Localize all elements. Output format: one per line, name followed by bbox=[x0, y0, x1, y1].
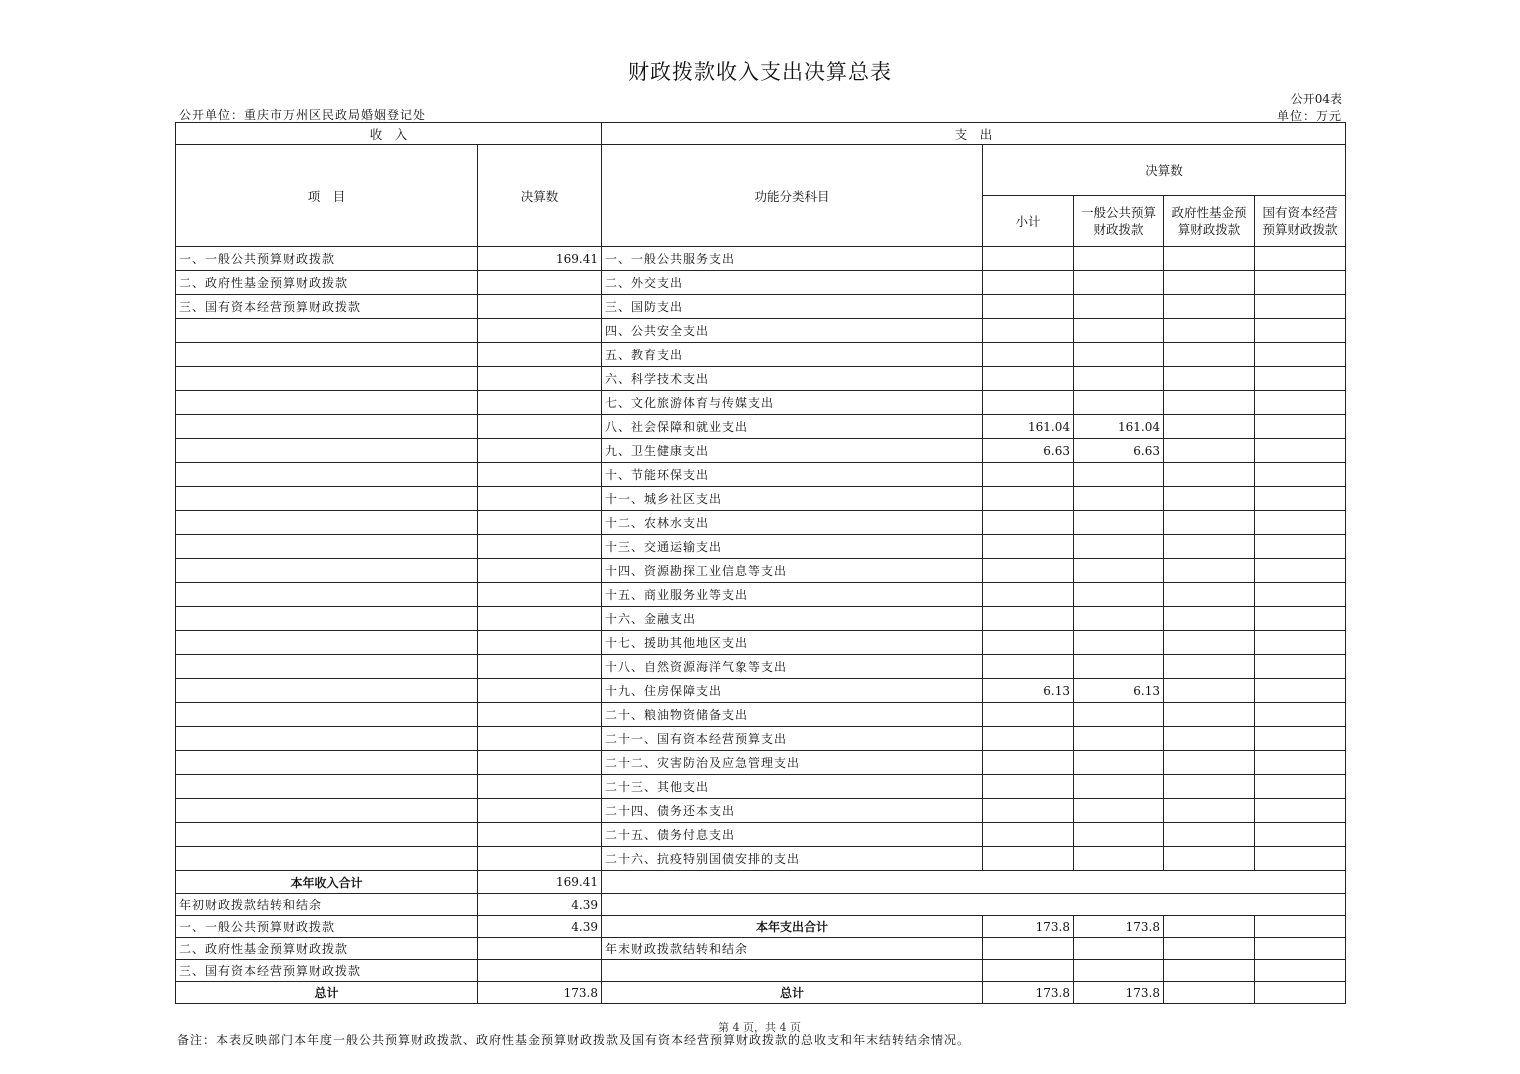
empty-cell bbox=[602, 871, 1346, 894]
empty-cell bbox=[1255, 960, 1346, 982]
expense-general-budget bbox=[1074, 463, 1164, 487]
expense-state-capital bbox=[1255, 247, 1346, 271]
gov-fund-header: 政府性基金预算财政拨款 bbox=[1164, 196, 1255, 247]
income-item bbox=[176, 535, 478, 559]
income-item bbox=[176, 487, 478, 511]
expense-state-capital bbox=[1255, 679, 1346, 703]
begin-state-capital-label: 三、国有资本经营预算财政拨款 bbox=[176, 960, 478, 982]
empty-cell bbox=[478, 938, 602, 960]
table-row bbox=[176, 751, 1346, 775]
expense-item: 二十一、国有资本经营预算支出 bbox=[602, 727, 983, 751]
expense-item: 八、社会保障和就业支出 bbox=[602, 415, 983, 439]
income-amount bbox=[478, 271, 602, 295]
expense-general-budget bbox=[1074, 727, 1164, 751]
expense-general-budget bbox=[1074, 751, 1164, 775]
table-row bbox=[176, 319, 1346, 343]
expense-state-capital bbox=[1255, 727, 1346, 751]
expense-subtotal bbox=[983, 799, 1074, 823]
expense-general-budget bbox=[1074, 847, 1164, 871]
expense-gov-fund bbox=[1164, 559, 1255, 583]
income-amount bbox=[478, 775, 602, 799]
expense-state-capital bbox=[1255, 799, 1346, 823]
expense-state-capital bbox=[1255, 631, 1346, 655]
expense-state-capital bbox=[1255, 271, 1346, 295]
expense-general-budget bbox=[1074, 823, 1164, 847]
income-amount bbox=[478, 415, 602, 439]
begin-general-row bbox=[176, 916, 1346, 938]
expense-state-capital bbox=[1255, 319, 1346, 343]
table-row bbox=[176, 415, 1346, 439]
expense-gov-fund bbox=[1164, 367, 1255, 391]
expense-item: 十四、资源勘探工业信息等支出 bbox=[602, 559, 983, 583]
begin-gov-fund-row bbox=[176, 938, 1346, 960]
expense-state-capital bbox=[1255, 775, 1346, 799]
expense-general-budget bbox=[1074, 607, 1164, 631]
income-amount bbox=[478, 487, 602, 511]
year-expense-general: 173.8 bbox=[1074, 916, 1164, 938]
expense-general-budget bbox=[1074, 367, 1164, 391]
expense-subtotal bbox=[983, 559, 1074, 583]
table-row bbox=[176, 775, 1346, 799]
expense-state-capital bbox=[1255, 847, 1346, 871]
expense-state-capital bbox=[1255, 463, 1346, 487]
table-row bbox=[176, 847, 1346, 871]
expense-general-budget: 6.63 bbox=[1074, 439, 1164, 463]
expense-subtotal bbox=[983, 631, 1074, 655]
income-item bbox=[176, 655, 478, 679]
table-row bbox=[176, 271, 1346, 295]
expense-subtotal bbox=[983, 847, 1074, 871]
expense-gov-fund bbox=[1164, 535, 1255, 559]
reporting-unit: 公开单位：重庆市万州区民政局婚姻登记处 bbox=[179, 108, 427, 122]
expense-header: 支 出 bbox=[602, 123, 1346, 145]
expense-item: 十九、住房保障支出 bbox=[602, 679, 983, 703]
expense-general-budget bbox=[1074, 535, 1164, 559]
expense-grand-general: 173.8 bbox=[1074, 982, 1164, 1004]
table-row bbox=[176, 295, 1346, 319]
income-item bbox=[176, 631, 478, 655]
expense-gov-fund bbox=[1164, 655, 1255, 679]
begin-general-value: 4.39 bbox=[478, 916, 602, 938]
expense-gov-fund bbox=[1164, 343, 1255, 367]
empty-cell bbox=[1255, 938, 1346, 960]
table-row bbox=[176, 559, 1346, 583]
expense-general-budget bbox=[1074, 511, 1164, 535]
income-amount bbox=[478, 703, 602, 727]
table-row bbox=[176, 535, 1346, 559]
expense-general-budget bbox=[1074, 559, 1164, 583]
year-income-total-value: 169.41 bbox=[478, 871, 602, 894]
year-income-total-label: 本年收入合计 bbox=[176, 871, 478, 894]
expense-gov-fund bbox=[1164, 247, 1255, 271]
income-amount bbox=[478, 367, 602, 391]
income-amount bbox=[478, 535, 602, 559]
expense-gov-fund bbox=[1164, 439, 1255, 463]
income-item: 一、一般公共预算财政拨款 bbox=[176, 247, 478, 271]
income-amount bbox=[478, 751, 602, 775]
expense-general-budget bbox=[1074, 583, 1164, 607]
expense-item: 九、卫生健康支出 bbox=[602, 439, 983, 463]
expense-item: 二、外交支出 bbox=[602, 271, 983, 295]
expense-subtotal bbox=[983, 295, 1074, 319]
income-item: 三、国有资本经营预算财政拨款 bbox=[176, 295, 478, 319]
income-item bbox=[176, 727, 478, 751]
expense-gov-fund bbox=[1164, 463, 1255, 487]
table-row bbox=[176, 463, 1346, 487]
expense-item: 十六、金融支出 bbox=[602, 607, 983, 631]
subtotal-header: 小计 bbox=[983, 196, 1074, 247]
income-item bbox=[176, 559, 478, 583]
begin-gov-fund-label: 二、政府性基金预算财政拨款 bbox=[176, 938, 478, 960]
expense-subtotal bbox=[983, 343, 1074, 367]
table-row bbox=[176, 439, 1346, 463]
page-title: 财政拨款收入支出决算总表 bbox=[628, 60, 892, 84]
table-row bbox=[176, 511, 1346, 535]
table-row bbox=[176, 607, 1346, 631]
begin-balance-label: 年初财政拨款结转和结余 bbox=[176, 894, 478, 916]
expense-general-budget bbox=[1074, 631, 1164, 655]
expense-item: 十五、商业服务业等支出 bbox=[602, 583, 983, 607]
expense-general-budget bbox=[1074, 799, 1164, 823]
income-amount bbox=[478, 847, 602, 871]
expense-state-capital bbox=[1255, 535, 1346, 559]
year-expense-total-label: 本年支出合计 bbox=[602, 916, 983, 938]
fiscal-summary-table bbox=[175, 122, 1346, 1004]
expense-state-capital bbox=[1255, 823, 1346, 847]
expense-gov-fund bbox=[1164, 487, 1255, 511]
expense-state-capital bbox=[1255, 583, 1346, 607]
final-amount-header: 决算数 bbox=[478, 145, 602, 247]
begin-state-capital-row bbox=[176, 960, 1346, 982]
expense-item: 五、教育支出 bbox=[602, 343, 983, 367]
income-item bbox=[176, 415, 478, 439]
empty-cell bbox=[1164, 916, 1255, 938]
expense-subtotal bbox=[983, 727, 1074, 751]
income-item bbox=[176, 799, 478, 823]
expense-gov-fund bbox=[1164, 823, 1255, 847]
table-row bbox=[176, 823, 1346, 847]
table-row bbox=[176, 487, 1346, 511]
income-item bbox=[176, 463, 478, 487]
final-amount-group-header: 决算数 bbox=[983, 145, 1346, 196]
expense-state-capital bbox=[1255, 415, 1346, 439]
currency-unit: 单位：万元 bbox=[1276, 109, 1342, 123]
expense-general-budget bbox=[1074, 247, 1164, 271]
expense-item: 六、科学技术支出 bbox=[602, 367, 983, 391]
form-number: 公开04表 bbox=[1290, 92, 1342, 106]
end-balance-label: 年末财政拨款结转和结余 bbox=[602, 938, 983, 960]
item-header: 项 目 bbox=[176, 145, 478, 247]
expense-item: 十八、自然资源海洋气象等支出 bbox=[602, 655, 983, 679]
expense-gov-fund bbox=[1164, 751, 1255, 775]
expense-general-budget bbox=[1074, 319, 1164, 343]
expense-item: 十七、援助其他地区支出 bbox=[602, 631, 983, 655]
income-amount bbox=[478, 559, 602, 583]
begin-general-label: 一、一般公共预算财政拨款 bbox=[176, 916, 478, 938]
table-row bbox=[176, 583, 1346, 607]
expense-item: 二十六、抗疫特别国债安排的支出 bbox=[602, 847, 983, 871]
expense-state-capital bbox=[1255, 655, 1346, 679]
expense-gov-fund bbox=[1164, 607, 1255, 631]
expense-item: 二十二、灾害防治及应急管理支出 bbox=[602, 751, 983, 775]
income-item bbox=[176, 391, 478, 415]
expense-subtotal: 6.13 bbox=[983, 679, 1074, 703]
expense-subtotal bbox=[983, 583, 1074, 607]
income-item bbox=[176, 751, 478, 775]
income-amount bbox=[478, 823, 602, 847]
expense-state-capital bbox=[1255, 751, 1346, 775]
expense-item: 二十、粮油物资储备支出 bbox=[602, 703, 983, 727]
expense-general-budget bbox=[1074, 295, 1164, 319]
expense-general-budget: 6.13 bbox=[1074, 679, 1164, 703]
table-row bbox=[176, 703, 1346, 727]
income-item bbox=[176, 319, 478, 343]
income-amount bbox=[478, 655, 602, 679]
table-row bbox=[176, 679, 1346, 703]
general-budget-header: 一般公共预算财政拨款 bbox=[1074, 196, 1164, 247]
expense-gov-fund bbox=[1164, 319, 1255, 343]
expense-subtotal bbox=[983, 367, 1074, 391]
empty-cell bbox=[1074, 960, 1164, 982]
expense-general-budget bbox=[1074, 487, 1164, 511]
expense-gov-fund bbox=[1164, 775, 1255, 799]
empty-cell bbox=[983, 960, 1074, 982]
income-item bbox=[176, 367, 478, 391]
expense-state-capital bbox=[1255, 703, 1346, 727]
income-amount bbox=[478, 391, 602, 415]
empty-cell bbox=[602, 894, 1346, 916]
page-number: 第 4 页，共 4 页 bbox=[718, 1021, 801, 1034]
expense-state-capital bbox=[1255, 487, 1346, 511]
expense-gov-fund bbox=[1164, 415, 1255, 439]
income-amount bbox=[478, 343, 602, 367]
expense-subtotal bbox=[983, 607, 1074, 631]
expense-item: 四、公共安全支出 bbox=[602, 319, 983, 343]
empty-cell bbox=[602, 960, 983, 982]
expense-subtotal bbox=[983, 463, 1074, 487]
income-item bbox=[176, 847, 478, 871]
income-amount bbox=[478, 295, 602, 319]
expense-item: 二十三、其他支出 bbox=[602, 775, 983, 799]
empty-cell bbox=[1164, 960, 1255, 982]
income-item: 二、政府性基金预算财政拨款 bbox=[176, 271, 478, 295]
income-item bbox=[176, 343, 478, 367]
empty-cell bbox=[1074, 938, 1164, 960]
expense-gov-fund bbox=[1164, 847, 1255, 871]
grand-total-row bbox=[176, 982, 1346, 1004]
expense-gov-fund bbox=[1164, 583, 1255, 607]
income-amount bbox=[478, 631, 602, 655]
expense-state-capital bbox=[1255, 439, 1346, 463]
income-amount bbox=[478, 319, 602, 343]
expense-grand-total-label: 总计 bbox=[602, 982, 983, 1004]
expense-general-budget bbox=[1074, 703, 1164, 727]
expense-item: 十、节能环保支出 bbox=[602, 463, 983, 487]
expense-state-capital bbox=[1255, 607, 1346, 631]
expense-subtotal bbox=[983, 319, 1074, 343]
expense-state-capital bbox=[1255, 295, 1346, 319]
expense-general-budget bbox=[1074, 343, 1164, 367]
income-item bbox=[176, 607, 478, 631]
income-item bbox=[176, 703, 478, 727]
expense-grand-subtotal: 173.8 bbox=[983, 982, 1074, 1004]
expense-gov-fund bbox=[1164, 631, 1255, 655]
table-row bbox=[176, 343, 1346, 367]
expense-item: 七、文化旅游体育与传媒支出 bbox=[602, 391, 983, 415]
income-item bbox=[176, 583, 478, 607]
expense-item: 一、一般公共服务支出 bbox=[602, 247, 983, 271]
expense-subtotal bbox=[983, 511, 1074, 535]
income-amount bbox=[478, 727, 602, 751]
income-grand-total-value: 173.8 bbox=[478, 982, 602, 1004]
income-item bbox=[176, 439, 478, 463]
expense-item: 十三、交通运输支出 bbox=[602, 535, 983, 559]
empty-cell bbox=[478, 960, 602, 982]
income-amount bbox=[478, 583, 602, 607]
income-header: 收 入 bbox=[176, 123, 602, 145]
empty-cell bbox=[983, 938, 1074, 960]
expense-state-capital bbox=[1255, 391, 1346, 415]
expense-gov-fund bbox=[1164, 271, 1255, 295]
income-amount bbox=[478, 511, 602, 535]
expense-general-budget bbox=[1074, 655, 1164, 679]
expense-subtotal bbox=[983, 535, 1074, 559]
expense-subtotal bbox=[983, 247, 1074, 271]
expense-item: 三、国防支出 bbox=[602, 295, 983, 319]
expense-subtotal bbox=[983, 751, 1074, 775]
expense-subtotal bbox=[983, 271, 1074, 295]
income-amount bbox=[478, 439, 602, 463]
footnote: 备注：本表反映部门本年度一般公共预算财政拨款、政府性基金预算财政拨款及国有资本经营预算财政拨款的总收支和年末结转结余情况。 bbox=[177, 1033, 971, 1047]
income-item bbox=[176, 679, 478, 703]
income-item bbox=[176, 775, 478, 799]
table-row bbox=[176, 391, 1346, 415]
empty-cell bbox=[1164, 938, 1255, 960]
expense-state-capital bbox=[1255, 367, 1346, 391]
income-amount: 169.41 bbox=[478, 247, 602, 271]
table-row bbox=[176, 247, 1346, 271]
income-amount bbox=[478, 463, 602, 487]
expense-general-budget bbox=[1074, 391, 1164, 415]
expense-state-capital bbox=[1255, 343, 1346, 367]
expense-subtotal bbox=[983, 775, 1074, 799]
expense-gov-fund bbox=[1164, 703, 1255, 727]
table-row bbox=[176, 727, 1346, 751]
expense-general-budget bbox=[1074, 271, 1164, 295]
expense-gov-fund bbox=[1164, 295, 1255, 319]
table-row bbox=[176, 367, 1346, 391]
table-row bbox=[176, 799, 1346, 823]
begin-balance-row bbox=[176, 894, 1346, 916]
expense-gov-fund bbox=[1164, 679, 1255, 703]
empty-cell bbox=[1255, 982, 1346, 1004]
expense-item: 二十五、债务付息支出 bbox=[602, 823, 983, 847]
income-amount bbox=[478, 799, 602, 823]
income-amount bbox=[478, 607, 602, 631]
table-row bbox=[176, 631, 1346, 655]
income-item bbox=[176, 823, 478, 847]
empty-cell bbox=[1255, 916, 1346, 938]
expense-subtotal bbox=[983, 391, 1074, 415]
expense-state-capital bbox=[1255, 511, 1346, 535]
expense-gov-fund bbox=[1164, 391, 1255, 415]
expense-subtotal bbox=[983, 487, 1074, 511]
expense-item: 十二、农林水支出 bbox=[602, 511, 983, 535]
expense-item: 二十四、债务还本支出 bbox=[602, 799, 983, 823]
state-capital-header: 国有资本经营预算财政拨款 bbox=[1255, 196, 1346, 247]
expense-subtotal: 6.63 bbox=[983, 439, 1074, 463]
year-expense-subtotal: 173.8 bbox=[983, 916, 1074, 938]
table-row bbox=[176, 655, 1346, 679]
expense-general-budget bbox=[1074, 775, 1164, 799]
income-amount bbox=[478, 679, 602, 703]
expense-subtotal bbox=[983, 655, 1074, 679]
expense-general-budget: 161.04 bbox=[1074, 415, 1164, 439]
expense-item: 十一、城乡社区支出 bbox=[602, 487, 983, 511]
year-income-total-row bbox=[176, 871, 1346, 894]
expense-subtotal: 161.04 bbox=[983, 415, 1074, 439]
expense-gov-fund bbox=[1164, 799, 1255, 823]
function-category-header: 功能分类科目 bbox=[602, 145, 983, 247]
expense-gov-fund bbox=[1164, 511, 1255, 535]
income-item bbox=[176, 511, 478, 535]
expense-subtotal bbox=[983, 823, 1074, 847]
expense-gov-fund bbox=[1164, 727, 1255, 751]
expense-subtotal bbox=[983, 703, 1074, 727]
begin-balance-value: 4.39 bbox=[478, 894, 602, 916]
expense-state-capital bbox=[1255, 559, 1346, 583]
income-grand-total-label: 总计 bbox=[176, 982, 478, 1004]
empty-cell bbox=[1164, 982, 1255, 1004]
